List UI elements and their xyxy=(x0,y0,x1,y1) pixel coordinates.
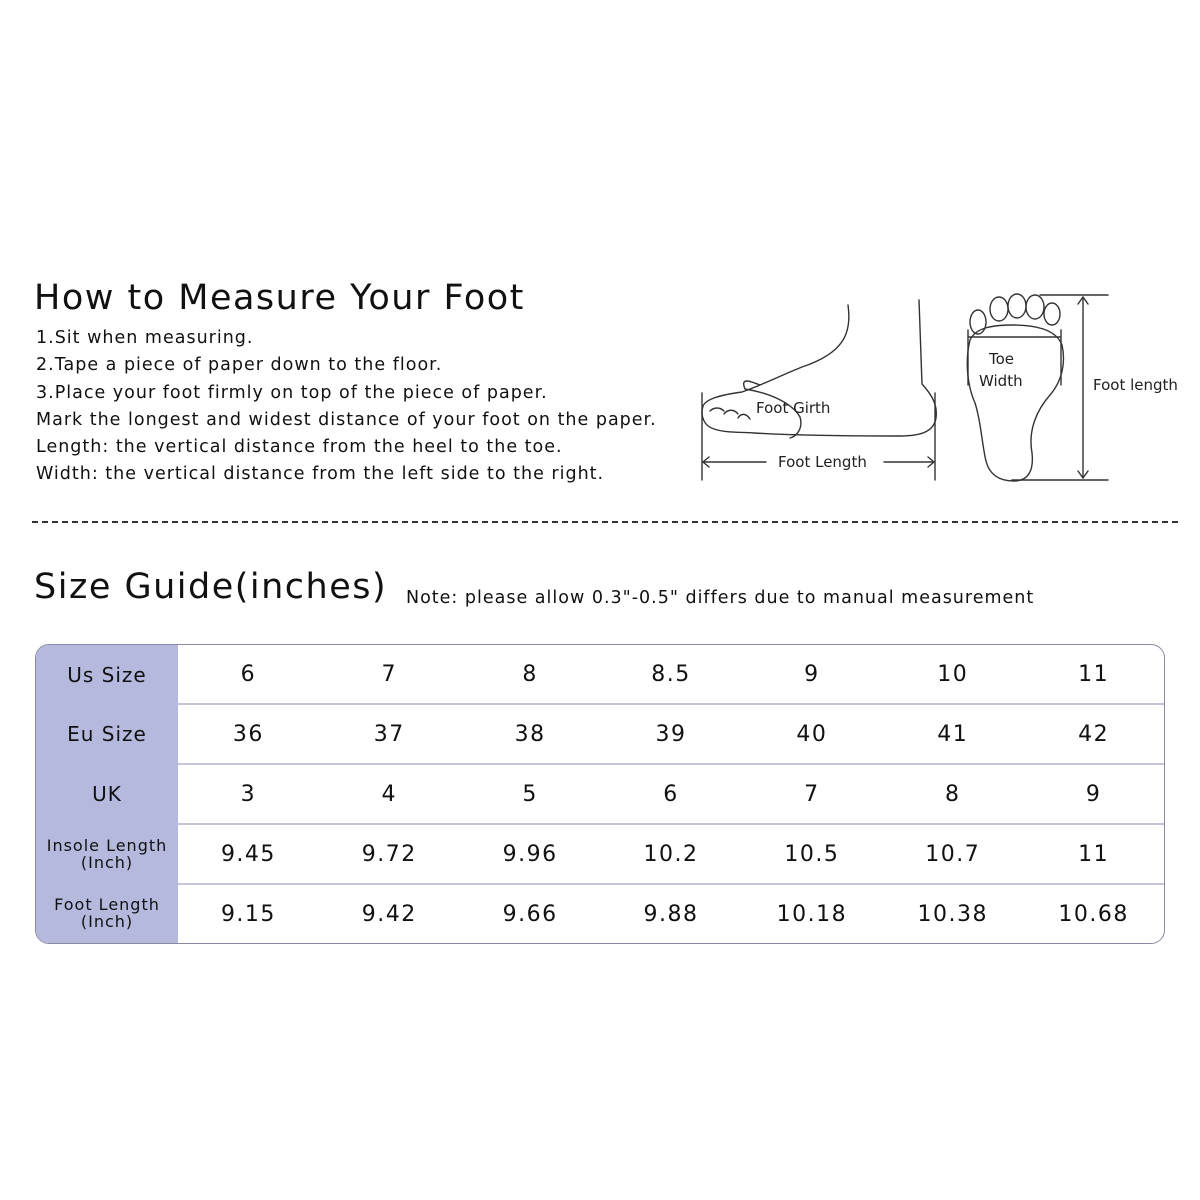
table-cell: 7 xyxy=(804,781,820,807)
side-toe-detail xyxy=(710,408,750,419)
table-cell: 9.72 xyxy=(361,841,417,867)
table-cell: 37 xyxy=(373,721,405,747)
row-header-unit: (Inch) xyxy=(80,912,134,932)
table-cell: 10 xyxy=(937,661,969,687)
table-cell: 9.15 xyxy=(220,901,276,927)
table-row xyxy=(178,825,1164,885)
toe-label: Toe xyxy=(989,350,1015,368)
table-cell: 9.42 xyxy=(361,901,417,927)
measure-title: How to Measure Your Foot xyxy=(34,278,525,318)
row-header-uk xyxy=(36,764,178,824)
table-cell: 8.5 xyxy=(651,661,691,687)
table-cell: 10.18 xyxy=(776,901,848,927)
measure-steps xyxy=(36,325,657,489)
table-cell: 6 xyxy=(240,661,257,687)
table-cell: 9.96 xyxy=(502,841,558,867)
table-cell: 11 xyxy=(1078,841,1110,867)
row-header-text: Foot Length xyxy=(54,895,160,915)
table-row xyxy=(178,885,1164,943)
measure-step: Length: the vertical distance from the heel to the toe. xyxy=(36,437,563,458)
table-cell: 10.7 xyxy=(925,841,981,867)
sole-outline xyxy=(967,325,1063,481)
foot-length-side-label: Foot Length xyxy=(778,453,867,471)
foot-diagram xyxy=(690,285,1190,495)
measure-step: Mark the longest and widest distance of your foot on the paper. xyxy=(36,409,657,430)
section-divider xyxy=(32,521,1178,523)
table-cell: 39 xyxy=(655,721,687,747)
row-header-insole xyxy=(36,824,178,884)
table-row xyxy=(178,705,1164,765)
table-cell: 9 xyxy=(804,661,820,687)
table-cell: 42 xyxy=(1078,721,1110,747)
measure-step: Width: the vertical distance from the left side to the right. xyxy=(36,464,605,485)
table-cell: 3 xyxy=(240,781,257,807)
measure-step: 3.Place your foot firmly on top of the piece of paper. xyxy=(36,382,548,403)
row-header-foot-length xyxy=(36,883,178,943)
table-row xyxy=(178,645,1164,705)
row-header-column xyxy=(36,645,178,943)
row-header-unit: (Inch) xyxy=(80,852,134,872)
row-header-eu xyxy=(36,705,178,765)
table-cell: 41 xyxy=(937,721,969,747)
table-cell: 9 xyxy=(1085,781,1102,807)
measure-step: 1.Sit when measuring. xyxy=(36,328,254,348)
row-header-us xyxy=(36,645,178,705)
table-cell: 9.88 xyxy=(643,901,699,927)
row-header-text: Insole Length xyxy=(46,835,168,855)
table-cell: 40 xyxy=(796,721,828,747)
foot-length-sole-label: Foot length xyxy=(1093,376,1178,394)
table-cell: 5 xyxy=(522,781,538,807)
row-header-text: UK xyxy=(92,781,122,806)
table-cell: 10.38 xyxy=(917,901,988,927)
table-cell: 11 xyxy=(1078,661,1110,687)
size-table xyxy=(35,644,1165,944)
table-cell: 10.2 xyxy=(643,841,699,867)
table-cell: 6 xyxy=(663,781,679,807)
size-table-body xyxy=(178,645,1164,943)
table-row xyxy=(178,765,1164,825)
table-cell: 38 xyxy=(514,721,546,747)
foot-girth-label: Foot Girth xyxy=(756,399,831,417)
row-header-text: Eu Size xyxy=(67,722,147,747)
table-cell: 7 xyxy=(381,661,398,687)
table-cell: 9.66 xyxy=(502,901,558,927)
size-guide-note: Note: please allow 0.3"-0.5" differs due to manual measurement xyxy=(406,588,1035,608)
size-guide-title: Size Guide(inches) xyxy=(34,567,388,607)
table-cell: 4 xyxy=(381,781,398,807)
table-cell: 10.5 xyxy=(784,841,840,867)
table-cell: 36 xyxy=(232,721,264,747)
row-header-text: Us Size xyxy=(67,662,147,687)
table-cell: 8 xyxy=(522,661,538,687)
table-cell: 9.45 xyxy=(220,841,276,867)
width-label: Width xyxy=(979,372,1023,390)
measure-step: 2.Tape a piece of paper down to the floor. xyxy=(36,355,443,376)
table-cell: 10.68 xyxy=(1058,901,1129,927)
table-cell: 8 xyxy=(944,781,961,807)
